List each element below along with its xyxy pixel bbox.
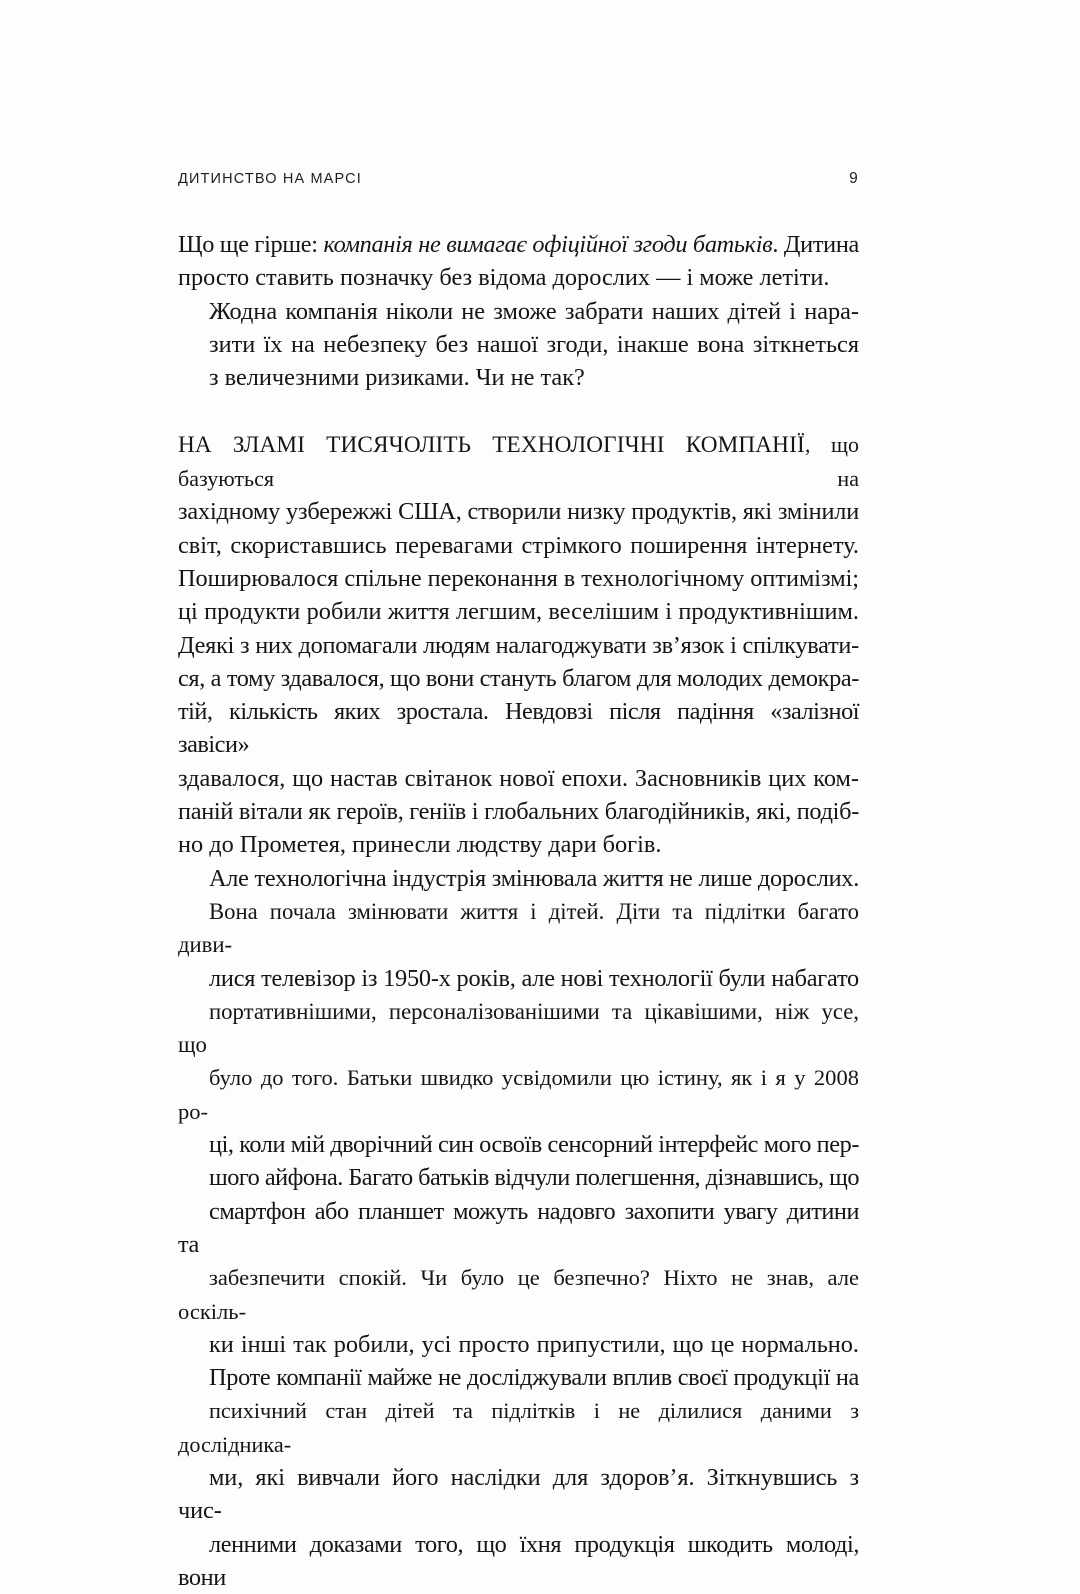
text-run: , що базуються на — [178, 431, 859, 492]
text-line — [178, 1394, 859, 1461]
text-line — [178, 1361, 859, 1394]
text-line — [178, 1328, 859, 1361]
text-run: світ, скориставшись перевагами стрімкого поширення інтернету. — [178, 531, 859, 559]
text-run: шого айфона. Багато батьків відчули полегшення, дізнавшись, що — [209, 1164, 859, 1192]
text-line — [178, 1195, 859, 1262]
text-run: Поширювалося спільне переконання в технологічному оптимізмі; — [178, 564, 859, 592]
text-run: забезпечити спокій. Чи було це безпечно? Ніхто не знав, але оскіль- — [178, 1265, 859, 1324]
text-line — [178, 1261, 859, 1328]
text-line — [178, 895, 859, 962]
text-run: ки інші так робили, усі просто припустили, що це нормально. — [209, 1330, 859, 1358]
body-text-column — [178, 228, 859, 1594]
text-line — [178, 361, 859, 394]
text-run: зити їх на небезпеку без нашої згоди, інакше вона зіткнеться — [209, 330, 859, 358]
text-run: ці, коли мій дворічний син освоїв сенсорний інтерфейс мого пер- — [209, 1131, 859, 1159]
text-line — [178, 995, 859, 1062]
paragraph — [178, 228, 859, 295]
text-line — [178, 595, 859, 628]
emphasis-text: компанія не вимагає офіційної згоди батьків — [323, 231, 773, 258]
text-line — [178, 662, 859, 695]
text-run: тій, кількість яких зростала. Невдовзі після падіння «залізної завіси» — [178, 698, 859, 759]
text-line — [178, 1528, 859, 1594]
text-line — [178, 629, 859, 662]
text-run: паній вітали як героїв, геніїв і глобальних благодійників, які, подіб- — [178, 798, 859, 826]
text-line — [178, 562, 859, 595]
text-line — [178, 828, 859, 861]
text-line — [178, 1461, 859, 1528]
paragraph — [178, 862, 859, 1361]
text-run: лися телевізор із 1950-х років, але нові технології були набагато — [209, 964, 859, 992]
text-run: здавалося, що настав світанок нової епохи. Засновників цих ком- — [178, 764, 859, 792]
text-run: . Дитина — [772, 231, 860, 258]
text-run: було до того. Батьки швидко усвідомили цю істину, як і я у 2008 ро- — [178, 1065, 859, 1124]
paragraph — [178, 1361, 859, 1594]
text-run: Вона почала змінювати життя і дітей. Діти та підлітки багато диви- — [178, 898, 859, 958]
text-line — [178, 428, 859, 496]
page-number: 9 — [849, 170, 858, 187]
running-head — [178, 170, 858, 192]
text-line — [178, 962, 859, 995]
text-run: психічний стан дітей та підлітків і не ділилися даними з дослідника- — [178, 1398, 859, 1457]
text-run: Проте компанії майже не досліджували вплив своєї продукції на — [209, 1364, 859, 1392]
text-line — [178, 1161, 859, 1194]
text-line — [178, 228, 859, 261]
text-run: західному узбережжі США, створили низку продуктів, які змінили — [178, 498, 859, 526]
text-run: ленними доказами того, що їхня продукція шкодить молоді, вони — [178, 1530, 859, 1591]
text-run: ми, які вивчали його наслідки для здоров’я. Зіткнувшись з чис- — [178, 1463, 859, 1525]
text-line — [178, 328, 859, 361]
text-line — [178, 1061, 859, 1128]
paragraph — [178, 295, 859, 395]
text-run: Жодна компанія ніколи не зможе забрати наших дітей і нара- — [209, 297, 859, 325]
running-head-title: ДИТИНСТВО НА МАРСІ — [178, 171, 362, 187]
text-line — [178, 529, 859, 562]
text-line — [178, 261, 859, 294]
text-line — [178, 495, 859, 528]
text-run: з величезними ризиками. Чи не так? — [209, 364, 585, 392]
text-run: портативнішими, персоналізованішими та цікавішими, ніж усе, що — [178, 998, 859, 1058]
text-run: смартфон або планшет можуть надовго захопити увагу дитини та — [178, 1197, 859, 1258]
text-run: Деякі з них допомагали людям налагоджувати зв’язок і спілкувати- — [178, 631, 859, 659]
text-line — [178, 762, 859, 795]
text-run: ся, а тому здавалося, що вони стануть благом для молодих демокра- — [178, 664, 859, 692]
text-line — [178, 795, 859, 828]
text-run: просто ставить позначку без відома дорослих — і може летіти. — [178, 264, 830, 292]
paragraph — [178, 428, 859, 862]
text-line — [178, 695, 859, 762]
text-run: но до Прометея, принесли людству дари богів. — [178, 831, 662, 859]
text-line — [178, 1128, 859, 1161]
text-line — [178, 862, 859, 895]
lead-in-caps: НА ЗЛАМІ ТИСЯЧОЛІТЬ ТЕХНОЛОГІЧНІ КОМПАНІЇ — [178, 431, 805, 458]
text-line — [178, 295, 859, 328]
text-run: Що ще гірше: — [178, 231, 324, 258]
text-run: ці продукти робили життя легшим, веселішим і продуктивнішим. — [178, 598, 859, 626]
text-run: Але технологічна індустрія змінювала життя не лише дорослих. — [209, 864, 859, 892]
